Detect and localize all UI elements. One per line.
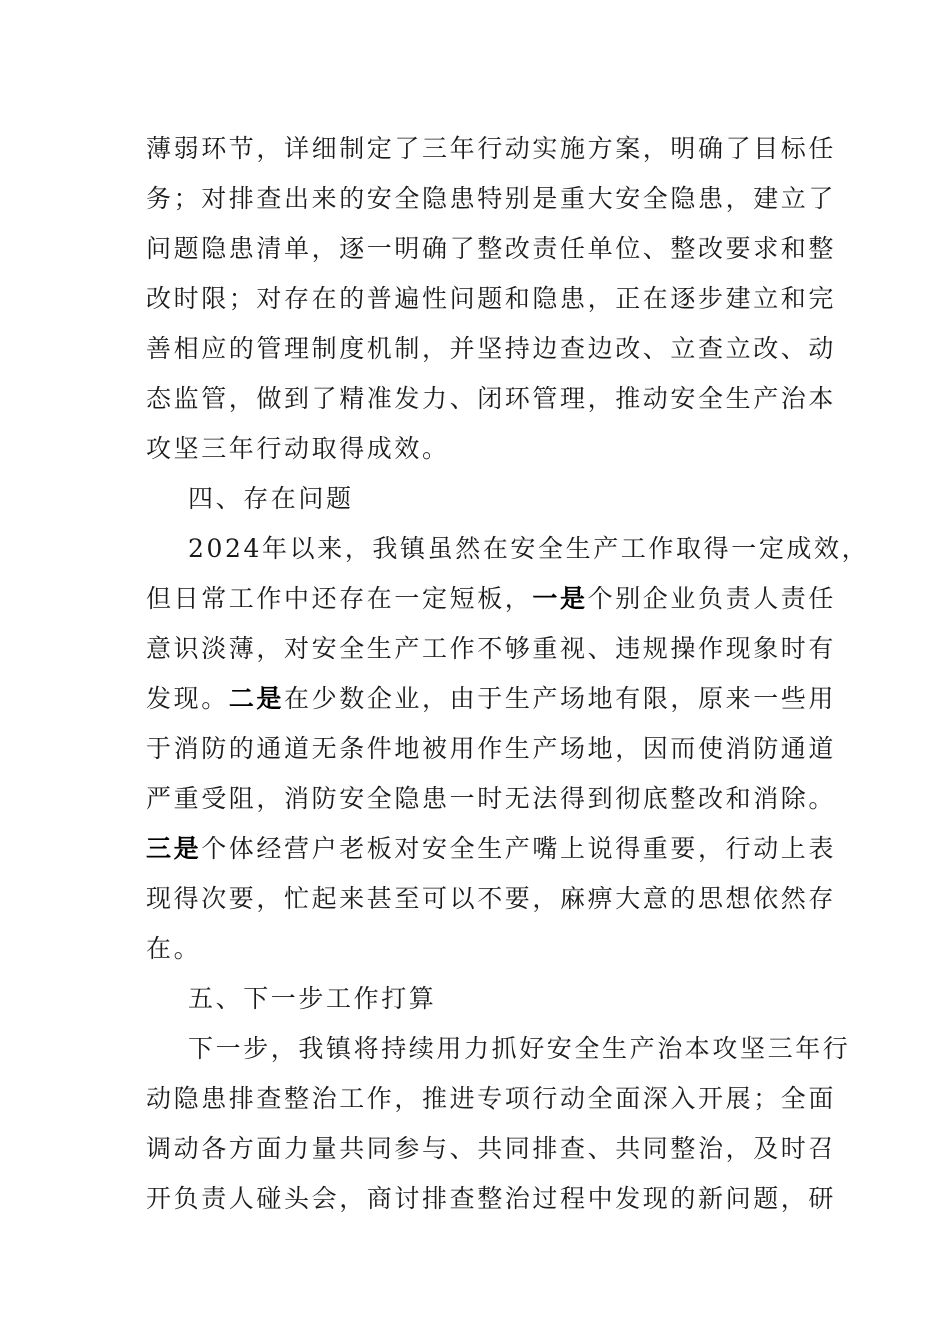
paragraph-line: 调动各方面力量共同参与、共同排查、共同整治，及时召	[146, 1134, 837, 1163]
paragraph-line: 严重受阻，消防安全隐患一时无法得到彻底整改和消除。	[146, 784, 837, 813]
paragraph-line: 开负责人碰头会，商讨排查整治过程中发现的新问题，研	[146, 1184, 837, 1213]
text-run: 发现。	[146, 684, 229, 713]
section-heading: 五、下一步工作打算	[188, 984, 437, 1013]
paragraph-line: 态监管，做到了精准发力、闭环管理，推动安全生产治本	[146, 384, 837, 413]
paragraph-line: 动隐患排查整治工作，推进专项行动全面深入开展；全面	[146, 1084, 837, 1113]
text-run: 但日常工作中还存在一定短板，	[146, 584, 533, 613]
paragraph-line: 下一步，我镇将持续用力抓好安全生产治本攻坚三年行	[188, 1034, 851, 1063]
paragraph-line	[146, 824, 837, 874]
paragraph-line: 现得次要，忙起来甚至可以不要，麻痹大意的思想依然存	[146, 884, 837, 913]
text-run: 个别企业负责人责任	[587, 584, 837, 613]
bold-marker: 一是	[532, 584, 588, 613]
paragraph-line: 在。	[146, 934, 202, 963]
paragraph-line: 意识淡薄，对安全生产工作不够重视、违规操作现象时有	[146, 634, 837, 663]
paragraph-line	[146, 574, 837, 624]
paragraph-line: 善相应的管理制度机制，并坚持边查边改、立查立改、动	[146, 334, 837, 363]
paragraph-line: 问题隐患清单，逐一明确了整改责任单位、整改要求和整	[146, 234, 837, 263]
section-heading: 四、存在问题	[188, 484, 354, 513]
paragraph-line: 2024年以来，我镇虽然在安全生产工作取得一定成效，	[188, 534, 870, 563]
paragraph-line: 攻坚三年行动取得成效。	[146, 434, 450, 463]
bold-marker: 三是	[146, 834, 202, 863]
paragraph-line: 于消防的通道无条件地被用作生产场地，因而使消防通道	[146, 734, 837, 763]
paragraph-line: 改时限；对存在的普遍性问题和隐患，正在逐步建立和完	[146, 284, 837, 313]
paragraph-line: 薄弱环节，详细制定了三年行动实施方案，明确了目标任	[146, 134, 837, 163]
bold-marker: 二是	[228, 684, 285, 713]
text-run: 在少数企业，由于生产场地有限，原来一些用	[284, 684, 837, 713]
paragraph-line: 务；对排查出来的安全隐患特别是重大安全隐患，建立了	[146, 184, 837, 213]
text-run: 个体经营户老板对安全生产嘴上说得重要，行动上表	[201, 834, 837, 863]
paragraph-line	[146, 674, 837, 724]
